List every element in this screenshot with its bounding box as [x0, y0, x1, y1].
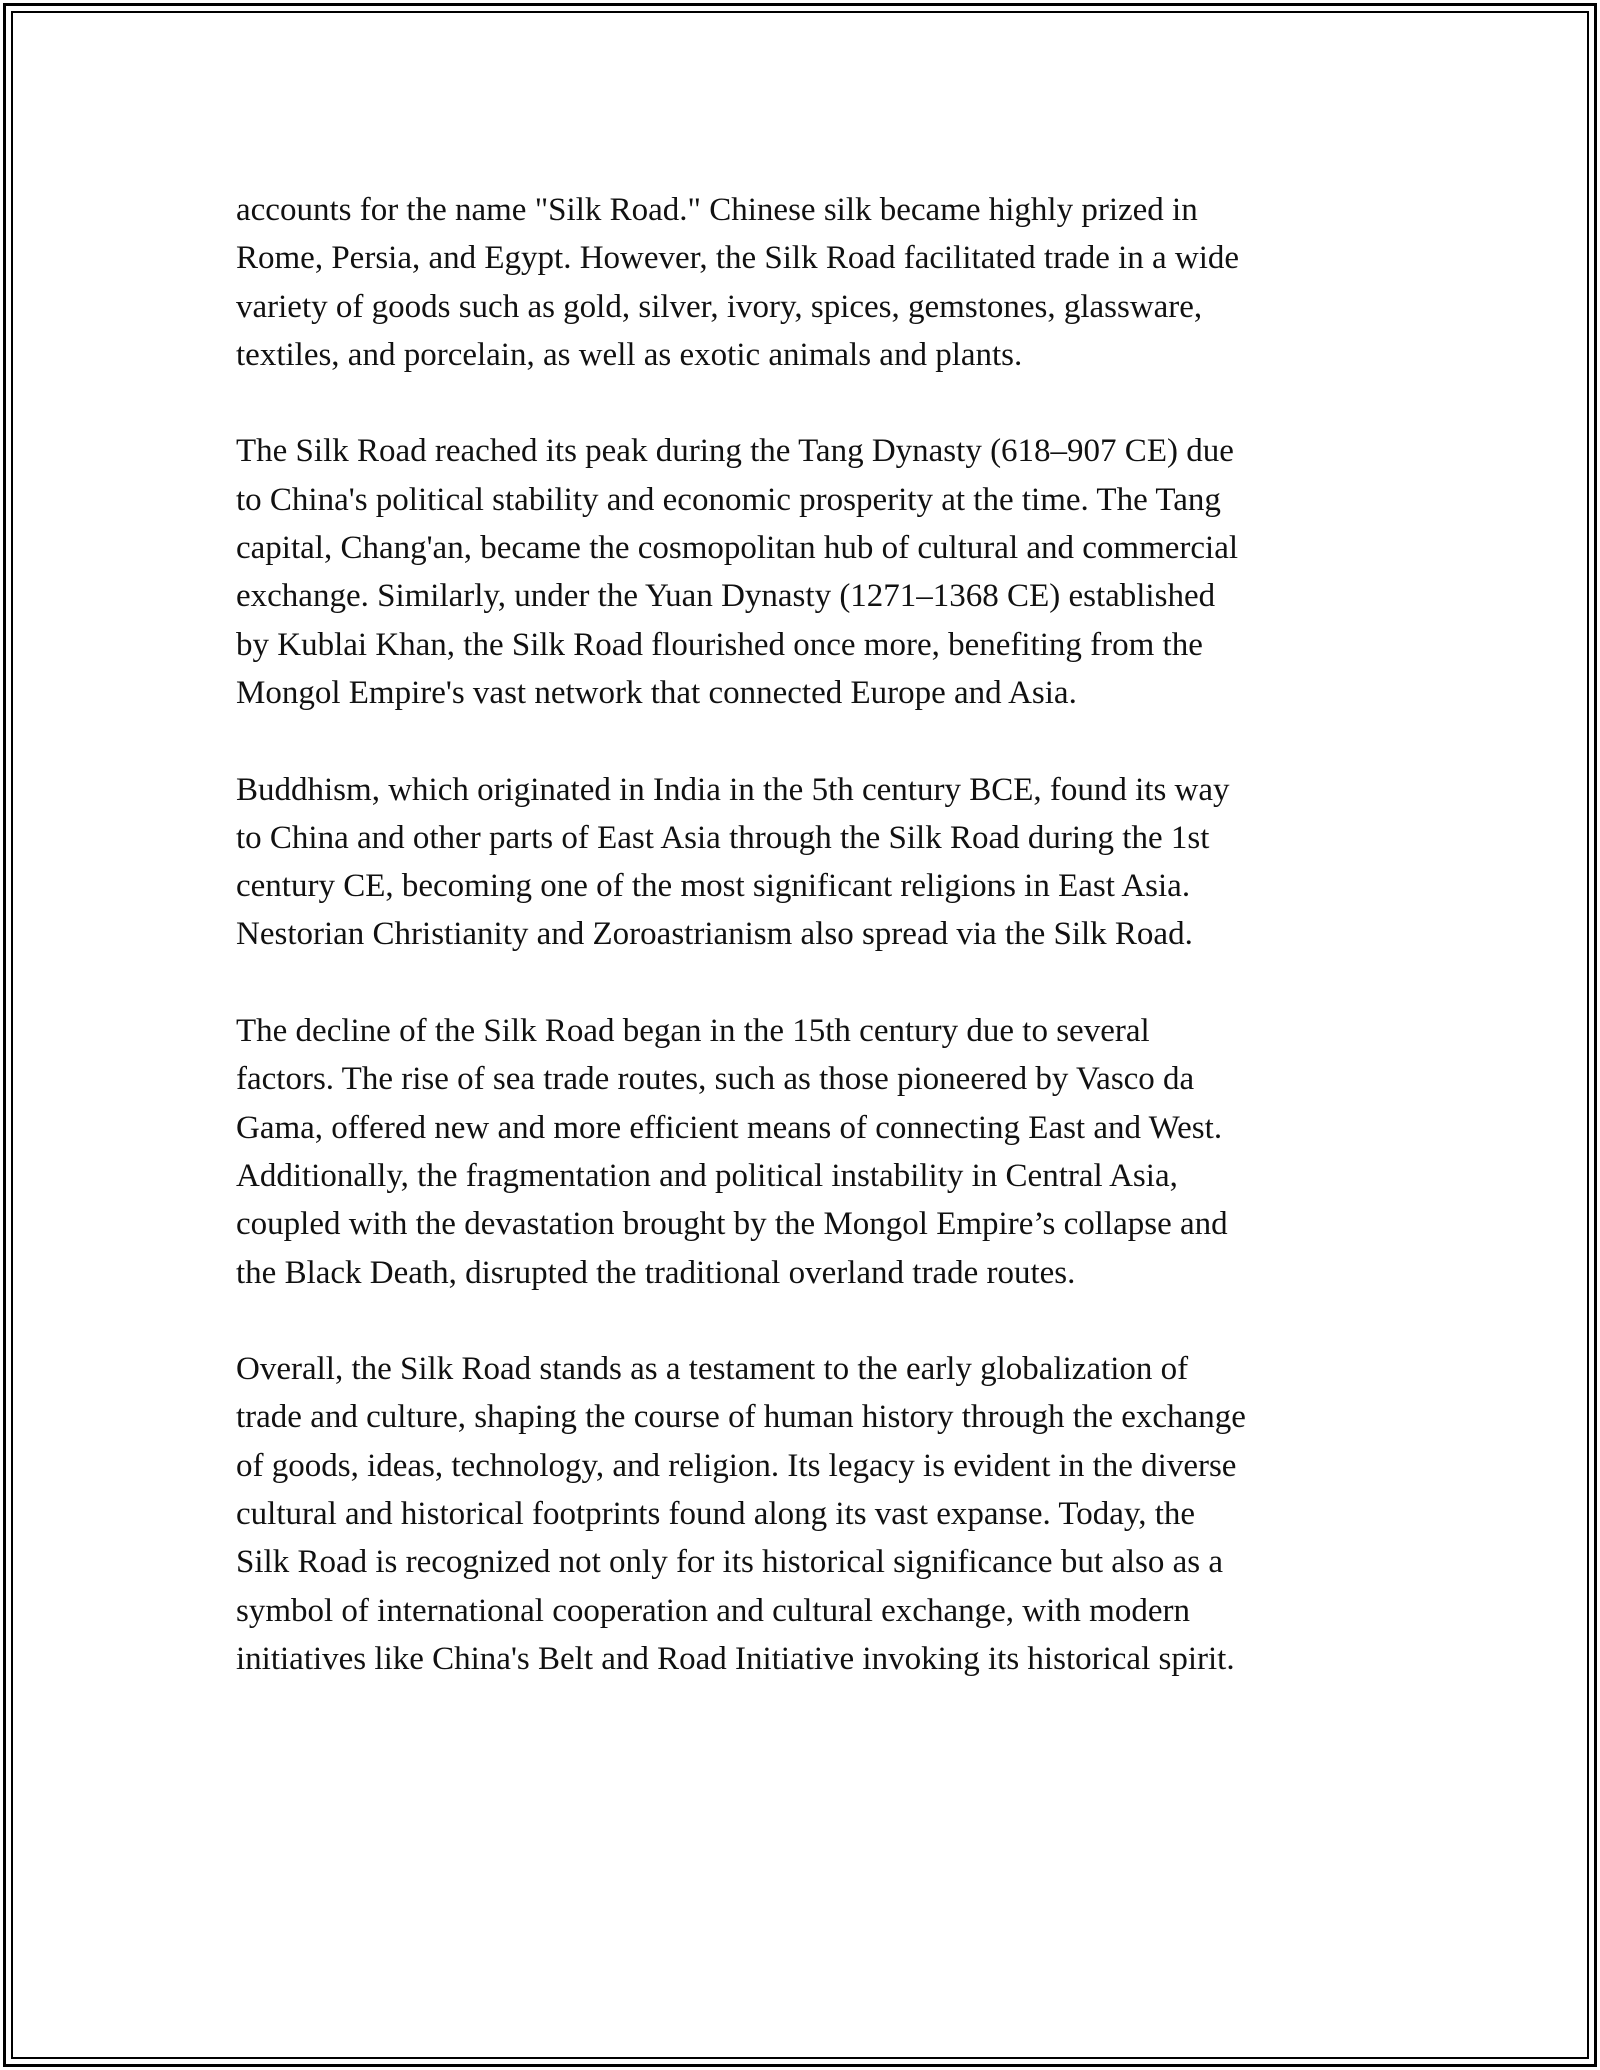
paragraph-silk-trade-goods — [236, 186, 1376, 379]
text-line: by Kublai Khan, the Silk Road flourished once more, benefiting from the — [236, 626, 1203, 663]
text-line: Additionally, the fragmentation and political instability in Central Asia, — [236, 1157, 1178, 1194]
text-line: trade and culture, shaping the course of human history through the exchange — [236, 1399, 1246, 1436]
text-line: Mongol Empire's vast network that connected Europe and Asia. — [236, 674, 1077, 711]
text-line: cultural and historical footprints found along its vast expanse. Today, the — [236, 1496, 1196, 1533]
paragraph-religion-spread — [236, 766, 1376, 959]
text-line: The Silk Road reached its peak during the Tang Dynasty (618–907 CE) due — [236, 433, 1234, 470]
text-line: Nestorian Christianity and Zoroastrianism also spread via the Silk Road. — [236, 916, 1193, 953]
text-line: to China and other parts of East Asia through the Silk Road during the 1st — [236, 819, 1210, 856]
text-line: Rome, Persia, and Egypt. However, the Silk Road facilitated trade in a wide — [236, 240, 1240, 277]
paragraph-silk-road-peak — [236, 427, 1376, 717]
text-line: textiles, and porcelain, as well as exotic animals and plants. — [236, 336, 1023, 373]
text-line: the Black Death, disrupted the traditional overland trade routes. — [236, 1254, 1076, 1291]
text-line: accounts for the name "Silk Road." Chinese silk became highly prized in — [236, 192, 1198, 228]
text-line: capital, Chang'an, became the cosmopolitan hub of cultural and commercial — [236, 530, 1239, 567]
paragraph-silk-road-legacy — [236, 1345, 1376, 1683]
text-line: exchange. Similarly, under the Yuan Dynasty (1271–1368 CE) established — [236, 578, 1216, 615]
text-line: of goods, ideas, technology, and religion. Its legacy is evident in the diverse — [236, 1447, 1237, 1484]
paragraph-silk-road-decline — [236, 1007, 1376, 1297]
text-line: Buddhism, which originated in India in the 5th century BCE, found its way — [236, 771, 1230, 808]
document-body — [236, 186, 1376, 1683]
text-line: The decline of the Silk Road began in the 15th century due to several — [236, 1013, 1150, 1050]
text-line: initiatives like China's Belt and Road Initiative invoking its historical spirit. — [236, 1640, 1235, 1677]
text-line: Gama, offered new and more efficient means of connecting East and West. — [236, 1109, 1223, 1146]
text-line: symbol of international cooperation and cultural exchange, with modern — [236, 1592, 1190, 1629]
text-line: Overall, the Silk Road stands as a testament to the early globalization of — [236, 1351, 1189, 1388]
text-line: Silk Road is recognized not only for its historical significance but also as a — [236, 1544, 1224, 1581]
text-line: coupled with the devastation brought by the Mongol Empire’s collapse and — [236, 1206, 1228, 1243]
text-line: variety of goods such as gold, silver, ivory, spices, gemstones, glassware, — [236, 288, 1203, 325]
text-line: century CE, becoming one of the most significant religions in East Asia. — [236, 868, 1191, 905]
text-line: factors. The rise of sea trade routes, such as those pioneered by Vasco da — [236, 1061, 1195, 1098]
text-line: to China's political stability and economic prosperity at the time. The Tang — [236, 481, 1221, 518]
